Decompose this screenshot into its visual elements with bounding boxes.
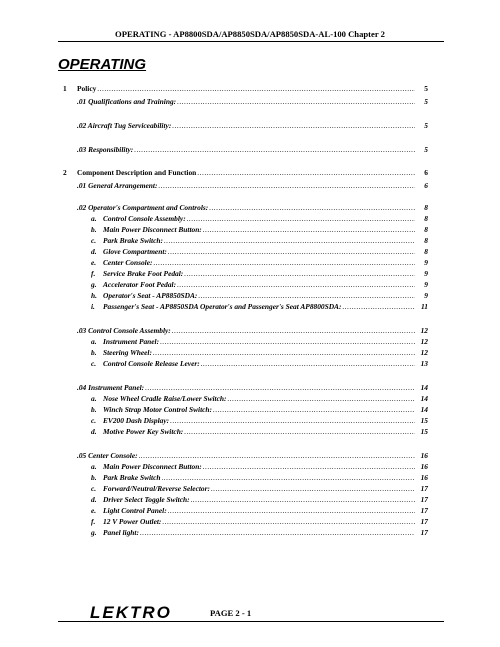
toc-entry-page: 16 bbox=[420, 451, 428, 460]
toc-entry[interactable] bbox=[58, 416, 428, 427]
toc-entry-label: .02 Aircraft Tug Serviceability: bbox=[77, 121, 172, 130]
toc-leader-dots bbox=[162, 517, 415, 526]
toc-entry-number: d. bbox=[91, 427, 97, 436]
toc-entry[interactable] bbox=[58, 203, 428, 214]
toc-entry-label: .05 Center Console: bbox=[77, 451, 138, 460]
toc-entry-label: 12 V Power Outlet: bbox=[103, 517, 162, 526]
toc-entry-label: Operator's Seat - AP8850SDA: bbox=[103, 291, 198, 300]
toc-leader-dots bbox=[97, 84, 415, 93]
toc-entry-label: Light Control Panel: bbox=[103, 506, 167, 515]
toc-entry[interactable] bbox=[58, 326, 428, 337]
toc-leader-dots bbox=[158, 181, 415, 190]
toc-entry-label: Park Brake Switch bbox=[103, 473, 161, 482]
toc-leader-dots bbox=[227, 394, 415, 403]
toc-entry-label: Driver Select Toggle Switch: bbox=[103, 495, 190, 504]
toc-entry-label: Control Console Release Lever: bbox=[103, 359, 200, 368]
toc-entry-label: Panel light: bbox=[103, 528, 139, 537]
toc-entry-page: 8 bbox=[424, 214, 428, 223]
toc-entry[interactable] bbox=[58, 269, 428, 280]
toc-entry[interactable] bbox=[58, 495, 428, 506]
toc-entry-number: b. bbox=[91, 473, 97, 482]
toc-leader-dots bbox=[160, 337, 415, 346]
toc-entry-number: g. bbox=[91, 528, 97, 537]
toc-entry-page: 9 bbox=[424, 280, 428, 289]
toc-entry[interactable] bbox=[58, 528, 428, 539]
toc-entry-page: 6 bbox=[424, 181, 428, 190]
toc-entry-number: e. bbox=[91, 506, 97, 515]
toc-entry[interactable] bbox=[58, 181, 428, 192]
toc-entry[interactable] bbox=[58, 517, 428, 528]
toc-entry-number: c. bbox=[91, 236, 97, 245]
toc-entry-page: 16 bbox=[420, 473, 428, 482]
toc-entry[interactable] bbox=[58, 394, 428, 405]
toc-entry[interactable] bbox=[58, 225, 428, 236]
toc-entry-page: 12 bbox=[420, 348, 428, 357]
toc-entry-label: .04 Instrument Panel: bbox=[77, 383, 145, 392]
toc-entry-label: Accelerator Foot Pedal: bbox=[103, 280, 177, 289]
page-header: OPERATING - AP8800SDA/AP8850SDA/AP8850SDA-AL-100 Chapter 2 bbox=[115, 29, 385, 39]
toc-entry-number: 1 bbox=[63, 84, 67, 93]
toc-entry-page: 5 bbox=[424, 97, 428, 106]
toc-leader-dots bbox=[187, 214, 415, 223]
toc-entry[interactable] bbox=[58, 405, 428, 416]
toc-entry-label: EV200 Dash Display: bbox=[103, 416, 170, 425]
toc-leader-dots bbox=[140, 528, 415, 537]
toc-entry-label: Steering Wheel: bbox=[103, 348, 152, 357]
lektro-logo: LEKTRO bbox=[90, 603, 172, 622]
toc-leader-dots bbox=[145, 383, 415, 392]
toc-entry-page: 14 bbox=[420, 405, 428, 414]
toc-entry[interactable] bbox=[58, 236, 428, 247]
toc-leader-dots bbox=[198, 291, 415, 300]
toc-entry[interactable] bbox=[58, 168, 428, 179]
toc-entry-page: 17 bbox=[420, 484, 428, 493]
toc-entry-number: c. bbox=[91, 416, 97, 425]
toc-leader-dots bbox=[197, 168, 415, 177]
toc-entry-label: Instrument Panel: bbox=[103, 337, 160, 346]
toc-leader-dots bbox=[201, 359, 415, 368]
toc-leader-dots bbox=[172, 326, 415, 335]
toc-entry-label: Forward/Neutral/Reverse Selector: bbox=[103, 484, 210, 493]
toc-entry[interactable] bbox=[58, 473, 428, 484]
toc-entry[interactable] bbox=[58, 302, 428, 313]
toc-entry-page: 9 bbox=[424, 269, 428, 278]
toc-entry-number: f. bbox=[91, 517, 96, 526]
toc-entry[interactable] bbox=[58, 359, 428, 370]
toc-entry-page: 12 bbox=[420, 326, 428, 335]
toc-entry-number: a. bbox=[91, 214, 97, 223]
toc-entry-page: 11 bbox=[421, 302, 428, 311]
toc-entry[interactable] bbox=[58, 84, 428, 95]
toc-entry-label: .03 Control Console Assembly: bbox=[77, 326, 171, 335]
toc-entry-label: .03 Responsibility: bbox=[77, 145, 134, 154]
toc-entry-page: 16 bbox=[420, 462, 428, 471]
toc-entry[interactable] bbox=[58, 383, 428, 394]
toc-entry-page: 5 bbox=[424, 121, 428, 130]
header-rule bbox=[58, 41, 444, 42]
toc-entry[interactable] bbox=[58, 506, 428, 517]
toc-entry[interactable] bbox=[58, 121, 428, 132]
toc-entry-number: a. bbox=[91, 394, 97, 403]
toc-entry-label: Park Brake Switch: bbox=[103, 236, 163, 245]
toc-leader-dots bbox=[203, 462, 415, 471]
toc-leader-dots bbox=[164, 236, 415, 245]
toc-entry[interactable] bbox=[58, 451, 428, 462]
toc-entry-page: 6 bbox=[424, 168, 428, 177]
toc-leader-dots bbox=[213, 405, 415, 414]
toc-entry[interactable] bbox=[58, 258, 428, 269]
toc-entry[interactable] bbox=[58, 427, 428, 438]
toc-entry[interactable] bbox=[58, 145, 428, 156]
toc-entry-label: Service Brake Foot Pedal: bbox=[103, 269, 184, 278]
toc-entry-number: 2 bbox=[63, 168, 67, 177]
toc-entry-number: e. bbox=[91, 258, 97, 267]
toc-entry-page: 8 bbox=[424, 225, 428, 234]
toc-leader-dots bbox=[184, 269, 415, 278]
toc-entry-page: 14 bbox=[420, 383, 428, 392]
toc-entry-label: Policy bbox=[77, 84, 97, 93]
toc-entry-page: 8 bbox=[424, 247, 428, 256]
toc-entry-page: 17 bbox=[420, 506, 428, 515]
toc-entry-number: d. bbox=[91, 495, 97, 504]
toc-entry-page: 9 bbox=[424, 291, 428, 300]
toc-entry-label: Passenger's Seat - AP8850SDA Operator's and Passenger's Seat AP8800SDA: bbox=[103, 302, 342, 311]
toc-entry-page: 15 bbox=[420, 416, 428, 425]
toc-leader-dots bbox=[209, 203, 415, 212]
toc-entry-page: 8 bbox=[424, 203, 428, 212]
toc-leader-dots bbox=[170, 416, 415, 425]
toc-entry-label: Glove Compartment: bbox=[103, 247, 167, 256]
toc-entry-number: c. bbox=[91, 359, 97, 368]
toc-entry[interactable] bbox=[58, 337, 428, 348]
toc-entry-number: b. bbox=[91, 348, 97, 357]
toc-leader-dots bbox=[177, 280, 415, 289]
toc-entry-number: b. bbox=[91, 405, 97, 414]
toc-leader-dots bbox=[342, 302, 415, 311]
toc-entry[interactable] bbox=[58, 484, 428, 495]
toc-entry-page: 9 bbox=[424, 258, 428, 267]
toc-leader-dots bbox=[211, 484, 415, 493]
toc-entry-page: 5 bbox=[424, 84, 428, 93]
toc-entry[interactable] bbox=[58, 291, 428, 302]
toc-entry-label: Motive Power Key Switch: bbox=[103, 427, 184, 436]
toc-entry-number: f. bbox=[91, 269, 96, 278]
toc-entry[interactable] bbox=[58, 247, 428, 258]
toc-entry-label: Winch Strap Motor Control Switch: bbox=[103, 405, 212, 414]
toc-entry[interactable] bbox=[58, 214, 428, 225]
toc-entry-page: 8 bbox=[424, 236, 428, 245]
page-title: OPERATING bbox=[58, 56, 147, 73]
toc-entry-label: Center Console: bbox=[103, 258, 153, 267]
toc-leader-dots bbox=[134, 145, 415, 154]
toc-entry[interactable] bbox=[58, 280, 428, 291]
toc-leader-dots bbox=[162, 473, 416, 482]
toc-entry[interactable] bbox=[58, 348, 428, 359]
toc-entry-label: Main Power Disconnect Button: bbox=[103, 225, 202, 234]
toc-entry-label: .01 General Arrangement: bbox=[77, 181, 158, 190]
toc-leader-dots bbox=[168, 506, 415, 515]
toc-entry-label: Nose Wheel Cradle Raise/Lower Switch: bbox=[103, 394, 227, 403]
toc-entry-page: 14 bbox=[420, 394, 428, 403]
toc-leader-dots bbox=[153, 348, 415, 357]
toc-entry-number: g. bbox=[91, 280, 97, 289]
toc-entry-label: Main Power Disconnect Button: bbox=[103, 462, 202, 471]
toc-leader-dots bbox=[177, 97, 415, 106]
toc-entry-page: 12 bbox=[420, 337, 428, 346]
toc-leader-dots bbox=[172, 121, 415, 130]
toc-entry-label: Control Console Assembly: bbox=[103, 214, 186, 223]
toc-entry-number: a. bbox=[91, 462, 97, 471]
toc-entry-number: h. bbox=[91, 291, 97, 300]
toc-entry-page: 15 bbox=[420, 427, 428, 436]
toc-leader-dots bbox=[191, 495, 415, 504]
toc-entry-label: Component Description and Function bbox=[77, 168, 197, 177]
toc-entry-page: 13 bbox=[420, 359, 428, 368]
toc-entry-number: i. bbox=[91, 302, 95, 311]
toc-entry-number: b. bbox=[91, 225, 97, 234]
toc-leader-dots bbox=[168, 247, 415, 256]
toc-entry-number: d. bbox=[91, 247, 97, 256]
toc-entry-label: .02 Operator's Compartment and Controls: bbox=[77, 203, 209, 212]
toc-leader-dots bbox=[153, 258, 415, 267]
toc-leader-dots bbox=[203, 225, 415, 234]
toc-entry-number: c. bbox=[91, 484, 97, 493]
toc-leader-dots bbox=[184, 427, 415, 436]
toc-leader-dots bbox=[139, 451, 415, 460]
toc-entry[interactable] bbox=[58, 462, 428, 473]
toc-entry-page: 17 bbox=[420, 528, 428, 537]
toc-entry-page: 17 bbox=[420, 517, 428, 526]
toc-entry-page: 5 bbox=[424, 145, 428, 154]
toc-entry-page: 17 bbox=[420, 495, 428, 504]
toc-entry-number: a. bbox=[91, 337, 97, 346]
page-number: PAGE 2 - 1 bbox=[210, 608, 252, 618]
toc-entry[interactable] bbox=[58, 97, 428, 108]
toc-entry-label: .01 Qualifications and Training: bbox=[77, 97, 177, 106]
